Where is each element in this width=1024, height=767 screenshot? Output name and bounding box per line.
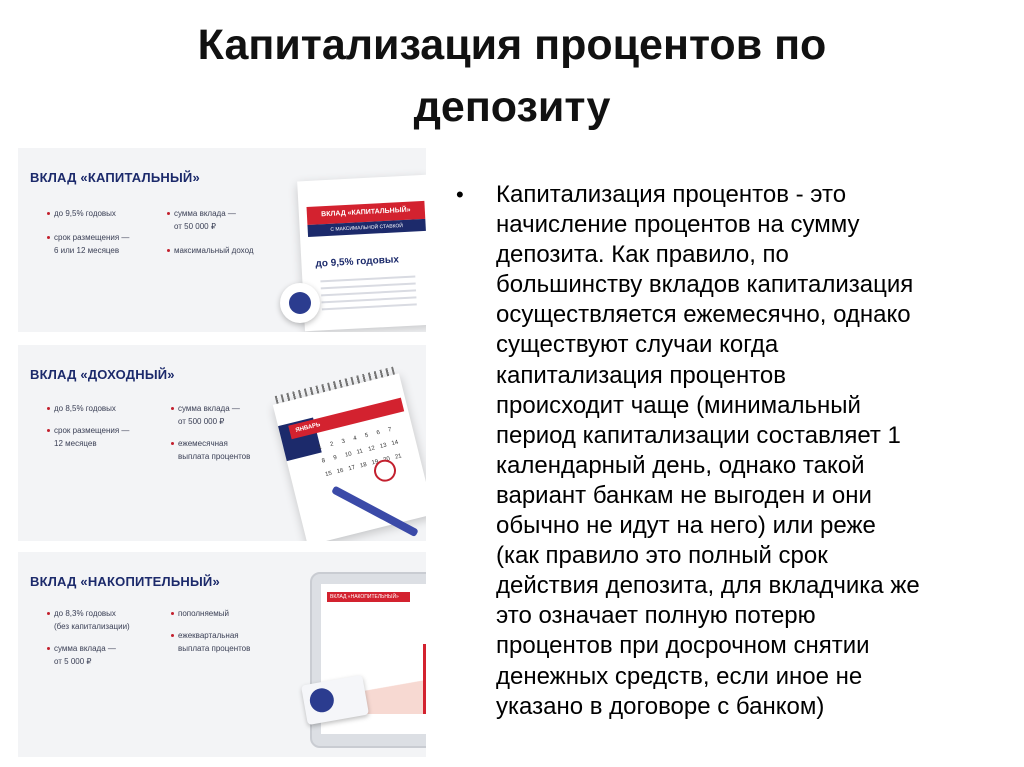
body-line: указано в договоре с банком) bbox=[496, 692, 825, 720]
tablet-header: ВКЛАД «НАКОПИТЕЛЬНЫЙ» bbox=[327, 592, 410, 602]
body-line: вариант банкам не выгоден и они bbox=[496, 481, 872, 509]
title-line-2: депозиту bbox=[413, 83, 611, 131]
body-line: большинству вкладов капитализация bbox=[496, 271, 914, 299]
booklet-rate: до 9,5% годовых bbox=[315, 254, 400, 270]
calendar-day: 13 bbox=[379, 442, 388, 451]
body-line: обычно не идут на него) или реже bbox=[496, 512, 876, 540]
card-title: ВКЛАД «КАПИТАЛЬНЫЙ» bbox=[30, 170, 200, 185]
card-feature: 6 или 12 месяцев bbox=[54, 246, 120, 255]
calendar-day: 18 bbox=[359, 461, 368, 470]
bullet-marker: • bbox=[456, 182, 464, 207]
card-feature: до 8,5% годовых bbox=[54, 403, 164, 414]
card-feature: ежеквартальная bbox=[178, 630, 288, 641]
slide-title bbox=[0, 14, 1024, 138]
calendar-day: 11 bbox=[356, 448, 364, 456]
deposit-card-kapitalny bbox=[18, 148, 426, 332]
body-line: период капитализации составляет 1 bbox=[496, 421, 901, 449]
calendar-day: 21 bbox=[394, 453, 403, 461]
title-line-1: Капитализация процентов по bbox=[197, 21, 827, 69]
calendar-day: 19 bbox=[371, 459, 380, 467]
calendar-day: 14 bbox=[391, 439, 400, 448]
booklet-subtitle: С МАКСИМАЛЬНОЙ СТАВКОЙ bbox=[307, 219, 425, 237]
body-line: денежных средств, если иное не bbox=[496, 662, 863, 690]
card-feature: срок размещения — bbox=[54, 232, 164, 243]
body-line: существуют случаи когда bbox=[496, 331, 779, 359]
body-line: капитализация процентов bbox=[496, 361, 787, 389]
calendar-day: 3 bbox=[341, 438, 346, 446]
card-feature: (без капитализации) bbox=[54, 622, 130, 631]
card-feature: ежемесячная bbox=[178, 438, 288, 449]
calendar-day: 8 bbox=[321, 457, 326, 465]
card-title: ВКЛАД «НАКОПИТЕЛЬНЫЙ» bbox=[30, 574, 220, 589]
body-line: это означает полную потерю bbox=[496, 602, 816, 630]
calendar-day: 10 bbox=[344, 451, 353, 459]
card-feature: до 9,5% годовых bbox=[54, 208, 164, 219]
body-line: календарный день, однако такой bbox=[496, 451, 865, 479]
calendar-day: 15 bbox=[324, 470, 333, 479]
body-line: начисление процентов на сумму bbox=[496, 211, 860, 239]
body-line: происходит чаще (минимальный bbox=[496, 391, 861, 419]
calendar-month: ЯНВАРЬ bbox=[288, 398, 404, 440]
booklet-band: ВКЛАД «КАПИТАЛЬНЫЙ» bbox=[307, 201, 426, 225]
calendar-day: 17 bbox=[347, 464, 356, 473]
card-feature: сумма вклада — bbox=[54, 643, 164, 654]
body-line: депозита. Как правило, по bbox=[496, 241, 789, 269]
card-feature: от 500 000 ₽ bbox=[178, 417, 225, 426]
card-feature: от 50 000 ₽ bbox=[174, 222, 216, 231]
calendar-image bbox=[272, 370, 426, 541]
calendar-day: 9 bbox=[332, 454, 338, 462]
bank-logo-icon bbox=[280, 283, 320, 323]
calendar-day: 7 bbox=[387, 426, 393, 434]
card-feature: сумма вклада — bbox=[174, 208, 284, 219]
bullet-text bbox=[496, 180, 1008, 722]
body-line: (как правило это полный срок bbox=[496, 542, 828, 570]
calendar-grid bbox=[318, 423, 414, 478]
body-line: Капитализация процентов - это bbox=[496, 181, 847, 208]
card-feature: выплата процентов bbox=[178, 644, 251, 653]
calendar-day: 12 bbox=[367, 445, 376, 453]
deposit-card-nakopitelny bbox=[18, 552, 426, 757]
calendar-day: 5 bbox=[364, 432, 370, 440]
body-line: действия депозита, для вкладчика же bbox=[496, 572, 920, 600]
card-feature: выплата процентов bbox=[178, 452, 251, 461]
card-title: ВКЛАД «ДОХОДНЫЙ» bbox=[30, 367, 175, 382]
calendar-day: 1 bbox=[317, 444, 323, 451]
card-feature: сумма вклада — bbox=[178, 403, 288, 414]
calendar-day: 4 bbox=[352, 435, 358, 443]
card-feature: максимальный доход bbox=[174, 245, 284, 256]
card-feature: до 8,3% годовых bbox=[54, 608, 164, 619]
card-feature: пополняемый bbox=[178, 608, 288, 619]
card-feature: 12 месяцев bbox=[54, 439, 97, 448]
body-line: процентов при досрочном снятии bbox=[496, 632, 870, 660]
deposit-card-dokhodny bbox=[18, 345, 426, 541]
card-feature: от 5 000 ₽ bbox=[54, 657, 92, 666]
body-line: осуществляется ежемесячно, однако bbox=[496, 301, 911, 329]
calendar-day: 16 bbox=[336, 467, 345, 476]
calendar-day: 6 bbox=[376, 429, 381, 437]
card-feature: срок размещения — bbox=[54, 425, 164, 436]
calendar-day: 20 bbox=[382, 456, 391, 464]
calendar-day: 2 bbox=[329, 441, 335, 449]
